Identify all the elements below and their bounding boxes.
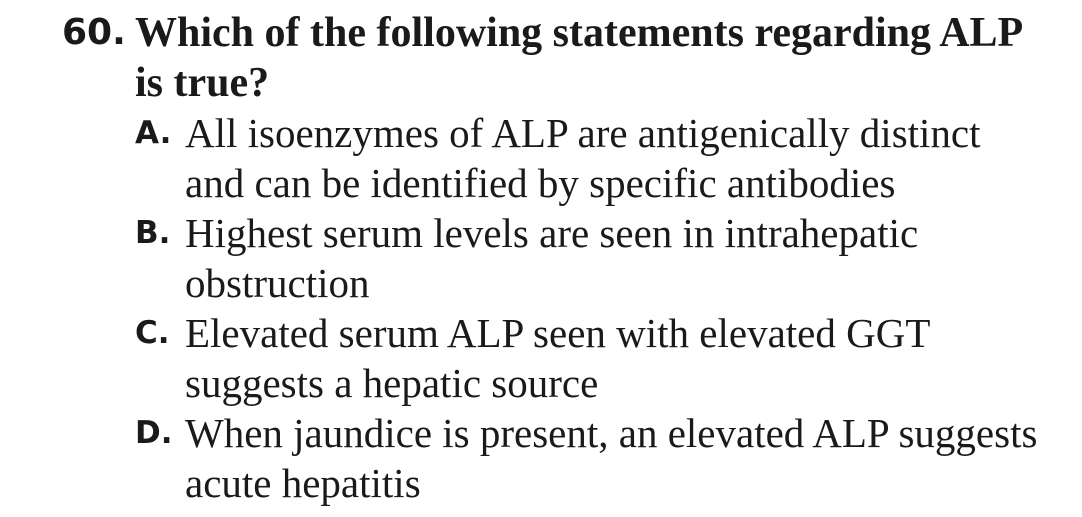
question-number: 60. [62,12,126,53]
option-c [135,308,1062,408]
option-b [135,208,1062,308]
option-c-letter: C. [135,315,170,351]
option-b-letter: B. [135,215,171,251]
option-d-text: When jaundice is present, an elevated ALP suggests acute hepatitis [185,410,1038,506]
option-a-text: All isoenzymes of ALP are antigenically distinct and can be identified by specific antibodies [185,110,981,206]
question-header [62,8,1062,108]
answer-options [135,108,1062,508]
option-d [135,408,1062,508]
option-c-text: Elevated serum ALP seen with elevated GGT suggests a hepatic source [185,310,930,406]
question-block [62,8,1062,508]
option-a-letter: A. [135,115,172,151]
option-d-letter: D. [135,415,173,451]
option-b-text: Highest serum levels are seen in intrahepatic obstruction [185,210,919,306]
option-a [135,108,1062,208]
question-stem: Which of the following statements regarding ALP is true? [135,10,1021,106]
